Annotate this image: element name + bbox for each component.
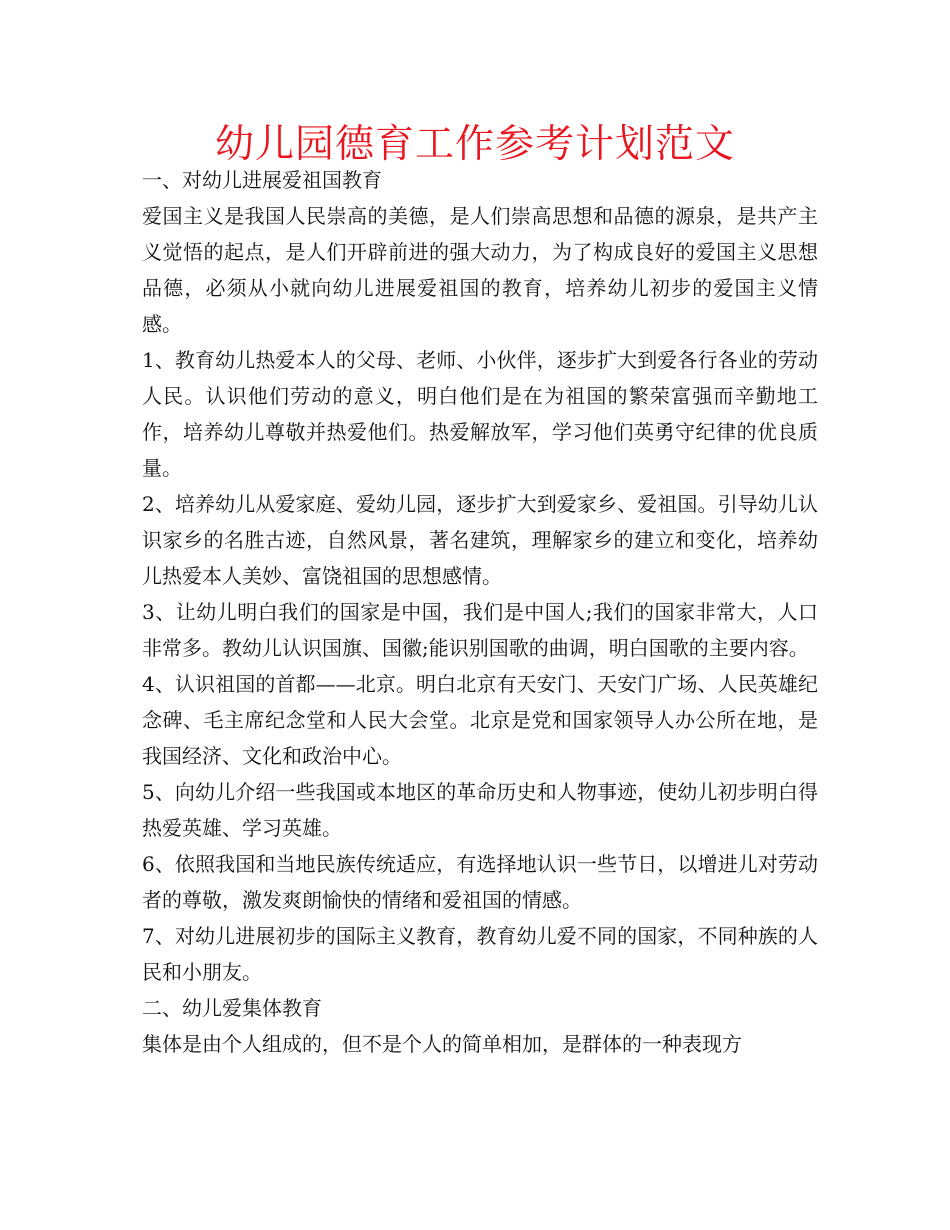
list-item-7: 7、对幼儿进展初步的国际主义教育，教育幼儿爱不同的国家，不同种族的人民和小朋友。 bbox=[142, 924, 818, 984]
section-heading-2: 二、幼儿爱集体教育 bbox=[142, 996, 322, 1020]
list-item-2: 2、培养幼儿从爱家庭、爱幼儿园，逐步扩大到爱家乡、爱祖国。引导幼儿认识家乡的名胜古迹，自然风景，著名建筑，理解家乡的建立和变化，培养幼儿热爱本人美妙、富饶祖国的思想感情。 bbox=[142, 492, 818, 588]
document-body bbox=[142, 162, 818, 1062]
paragraph-collective: 集体是由个人组成的，但不是个人的简单相加，是群体的一种表现方 bbox=[142, 1032, 742, 1056]
section-heading-1: 一、对幼儿进展爱祖国教育 bbox=[142, 168, 382, 192]
paragraph-intro: 爱国主义是我国人民崇高的美德，是人们崇高思想和品德的源泉，是共产主义觉悟的起点，是人们开辟前进的强大动力，为了构成良好的爱国主义思想品德，必须从小就向幼儿进展爱祖国的教育，培养幼儿初步的爱国主义情感。 bbox=[142, 204, 818, 336]
list-item-4: 4、认识祖国的首都——北京。明白北京有天安门、天安门广场、人民英雄纪念碑、毛主席纪念堂和人民大会堂。北京是党和国家领导人办公所在地，是我国经济、文化和政治中心。 bbox=[142, 672, 818, 768]
list-item-1: 1、教育幼儿热爱本人的父母、老师、小伙伴，逐步扩大到爱各行各业的劳动人民。认识他们劳动的意义，明白他们是在为祖国的繁荣富强而辛勤地工作，培养幼儿尊敬并热爱他们。热爱解放军，学习他们英勇守纪律的优良质量。 bbox=[142, 348, 818, 480]
document-title: 幼儿园德育工作参考计划范文 bbox=[214, 122, 735, 167]
list-item-3: 3、让幼儿明白我们的国家是中国，我们是中国人;我们的国家非常大，人口非常多。教幼儿认识国旗、国徽;能识别国歌的曲调，明白国歌的主要内容。 bbox=[142, 600, 818, 660]
list-item-6: 6、依照我国和当地民族传统适应，有选择地认识一些节日，以增进儿对劳动者的尊敬，激发爽朗愉快的情绪和爱祖国的情感。 bbox=[142, 852, 818, 912]
list-item-5: 5、向幼儿介绍一些我国或本地区的革命历史和人物事迹，使幼儿初步明白得热爱英雄、学习英雄。 bbox=[142, 780, 818, 840]
